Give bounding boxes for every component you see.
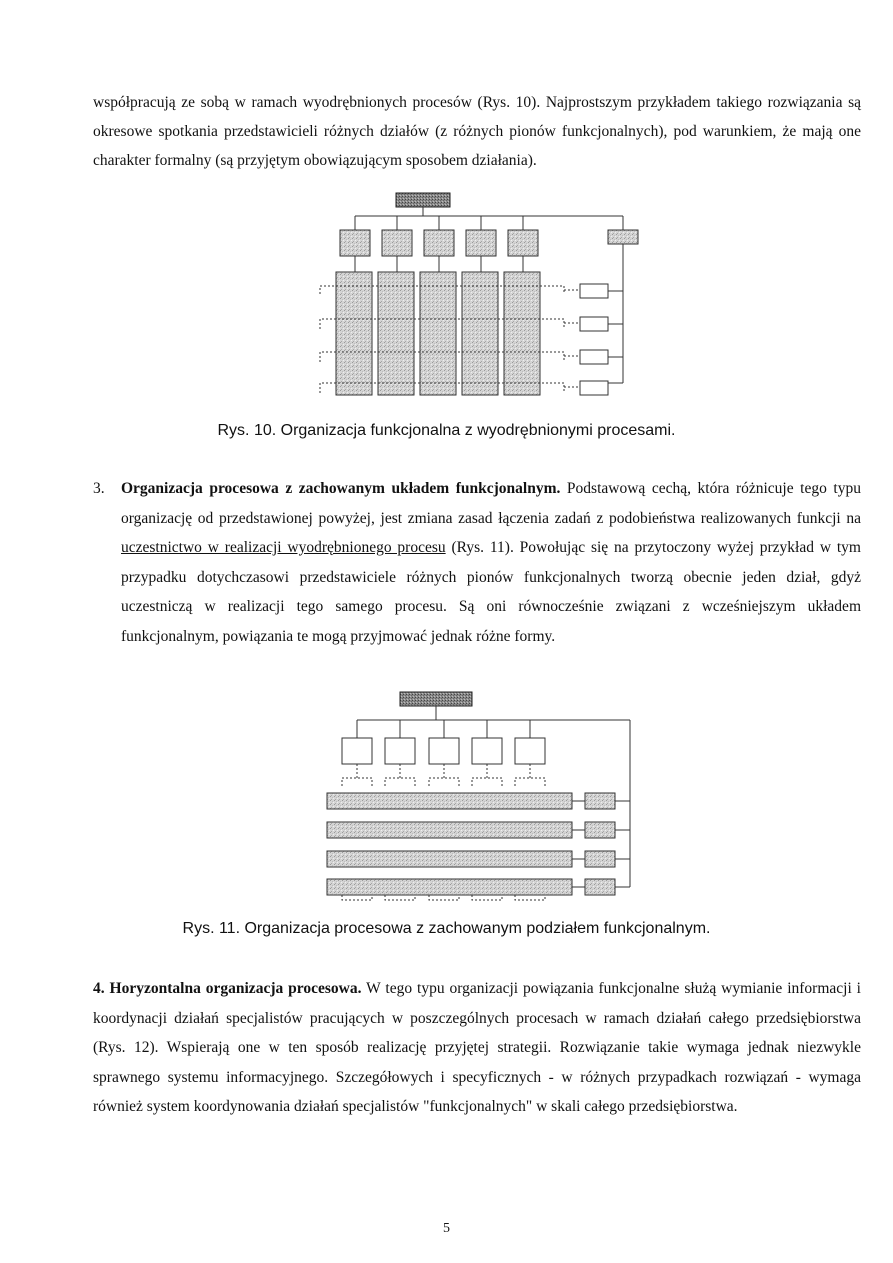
item-4-title: 4. Horyzontalna organizacja procesowa. [93, 980, 362, 997]
fig10-column [420, 272, 456, 395]
fig11-dept-box [515, 738, 545, 764]
fig10-column [504, 272, 540, 395]
fig10-process-box [580, 350, 608, 364]
figure-11-org-chart [310, 688, 645, 906]
fig10-column [462, 272, 498, 395]
fig11-process-row [327, 822, 572, 838]
intro-paragraph: współpracują ze sobą w ramach wyodrębnionych procesów (Rys. 10). Najprostszym przykładem takiego rozwiązania są okresowe spotkania przedstawicieli różnych działów (z różnych pionów funkcjonalnych), pod warunkiem, że mają one charakter formalny (są przyjętym obowiązującym sposobem działania). [93, 94, 861, 169]
fig11-process-row [327, 851, 572, 867]
fig11-process-row [327, 879, 572, 895]
fig11-process-row [327, 793, 572, 809]
fig10-column [336, 272, 372, 395]
fig10-process-box [580, 381, 608, 395]
item-4-paragraph [93, 974, 861, 1122]
fig10-dept-box [466, 230, 496, 256]
figure-11-caption: Rys. 11. Organizacja procesowa z zachowanym podziałem funkcjonalnym. [182, 920, 711, 937]
fig10-dept-box [508, 230, 538, 256]
item-3-number: 3. [93, 480, 105, 497]
fig11-process-owner-box [585, 822, 615, 838]
item-3-underlined: uczestnictwo w realizacji wyodrębnionego procesu [121, 539, 446, 556]
fig11-dept-box [342, 738, 372, 764]
item-3-title: Organizacja procesowa z zachowanym układem funkcjonalnym. [121, 480, 561, 497]
fig11-top-box [400, 692, 472, 706]
figure-10-org-chart [300, 190, 660, 405]
fig11-dept-box [429, 738, 459, 764]
fig10-dept-box [382, 230, 412, 256]
fig10-process-owner-box [608, 230, 638, 244]
fig11-process-owner-box [585, 851, 615, 867]
figure-10-caption: Rys. 10. Organizacja funkcjonalna z wyodrębnionymi procesami. [217, 422, 676, 439]
item-3-text-a: Podstawową cechą, która różnicuje tego typu organizację od przedstawionej powyżej, jest zmiana zasad łączenia zadań z podobieństwa realizowanych funkcji na [121, 480, 861, 527]
fig11-dept-box [385, 738, 415, 764]
fig11-process-owner-box [585, 793, 615, 809]
item-3-paragraph [121, 474, 861, 651]
fig11-dept-box [472, 738, 502, 764]
fig10-process-box [580, 317, 608, 331]
item-4-text: W tego typu organizacji powiązania funkcjonalne służą wymianie informacji i koordynacji działań specjalistów pracujących w poszczególnych procesach w ramach działań całego przedsiębiorstwa (Rys. 12). Wspierają one w ten sposób realizację przyjętej strategii. Rozwiązanie takie wymaga jednak niezwykle sprawnego systemu informacyjnego. Szczegółowych i specyficznych - w różnych przypadkach rozwiązań - wymaga również system koordynowania działań specjalistów "funkcjonalnych" w skali całego przedsiębiorstwa. [93, 980, 861, 1115]
fig10-top-box [396, 193, 450, 207]
page-number: 5 [443, 1221, 450, 1236]
fig10-process-box [580, 284, 608, 298]
fig10-dept-box [424, 230, 454, 256]
item-3-text-b: (Rys. 11). Powołując się na przytoczony wyżej przykład w tym przypadku dotychczasowi przedstawiciele różnych pionów funkcjonalnych tworzą obecnie jeden dział, gdyż uczestniczą w realizacji tego samego procesu. Są oni równocześnie związani z wcześniejszym układem funkcjonalnym, powiązania te mogą przyjmować jednak różne formy. [121, 539, 861, 645]
fig11-process-owner-box [585, 879, 615, 895]
fig10-dept-box [340, 230, 370, 256]
fig10-column [378, 272, 414, 395]
